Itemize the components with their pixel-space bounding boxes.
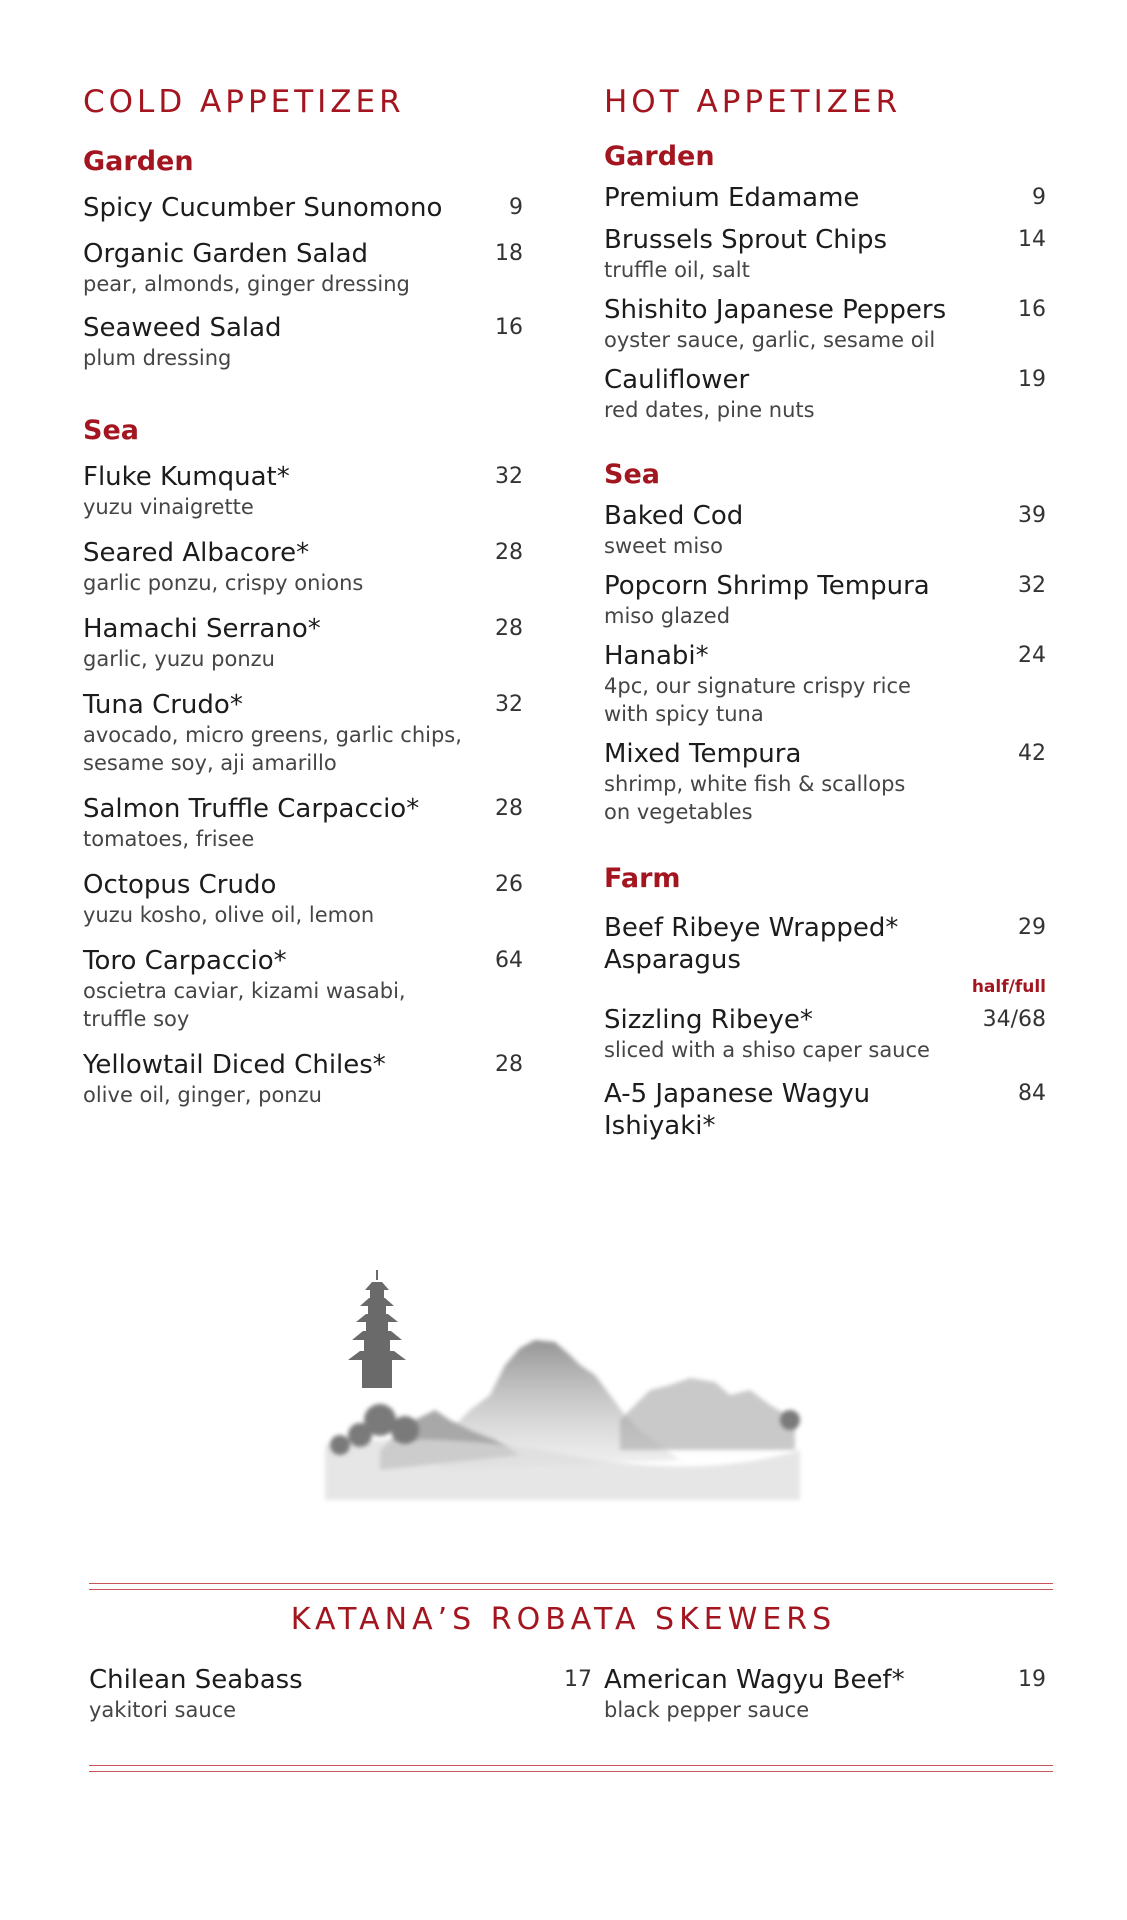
top-divider-2 bbox=[89, 1589, 1053, 1590]
menu-item: American Wagyu Beef* black pepper sauce 19 bbox=[604, 1665, 1046, 1722]
menu-item: Octopus Crudo yuzu kosho, olive oil, lemon 26 bbox=[83, 870, 523, 927]
robata-title: KATANA’S ROBATA SKEWERS bbox=[290, 1602, 837, 1637]
menu-item: Mixed Tempura shrimp, white fish & scallops on vegetables 42 bbox=[604, 739, 1046, 824]
cold-appetizer-column bbox=[83, 82, 523, 1109]
cold-garden-heading: Garden bbox=[83, 146, 194, 177]
menu-item: Seaweed Salad plum dressing 16 bbox=[83, 313, 523, 370]
menu-item: Baked Cod sweet miso 39 bbox=[604, 501, 1046, 558]
hot-appetizer-title: HOT APPETIZER bbox=[604, 84, 902, 120]
menu-item: Premium Edamame 9 bbox=[604, 183, 1046, 213]
menu-item: Toro Carpaccio* oscietra caviar, kizami wasabi, truffle soy 64 bbox=[83, 946, 523, 1031]
hot-farm-heading: Farm bbox=[604, 863, 681, 894]
bottom-divider-2 bbox=[89, 1771, 1053, 1772]
hot-garden-heading: Garden bbox=[604, 141, 715, 172]
menu-item: Chilean Seabass yakitori sauce 17 bbox=[89, 1665, 592, 1722]
pagoda-mountain-landscape-icon bbox=[320, 1270, 810, 1510]
menu-item: Popcorn Shrimp Tempura miso glazed 32 bbox=[604, 571, 1046, 628]
menu-item: Spicy Cucumber Sunomono 9 bbox=[83, 193, 523, 223]
cold-appetizer-title: COLD APPETIZER bbox=[83, 84, 405, 120]
menu-item: Fluke Kumquat* yuzu vinaigrette 32 bbox=[83, 462, 523, 519]
hot-appetizer-column bbox=[604, 82, 1046, 1142]
menu-item: half/full Sizzling Ribeye* sliced with a shiso caper sauce 34/68 bbox=[604, 977, 1046, 1062]
half-full-label: half/full bbox=[971, 977, 1046, 997]
menu-item: Brussels Sprout Chips truffle oil, salt 14 bbox=[604, 225, 1046, 282]
menu-item: Shishito Japanese Peppers oyster sauce, garlic, sesame oil 16 bbox=[604, 295, 1046, 352]
menu-item: Organic Garden Salad pear, almonds, ginger dressing 18 bbox=[83, 239, 523, 296]
menu-item: Cauliflower red dates, pine nuts 19 bbox=[604, 365, 1046, 422]
menu-item: Hamachi Serrano* garlic, yuzu ponzu 28 bbox=[83, 614, 523, 671]
menu-item: Hanabi* 4pc, our signature crispy rice with spicy tuna 24 bbox=[604, 641, 1046, 726]
menu-item: Tuna Crudo* avocado, micro greens, garlic chips, sesame soy, aji amarillo 32 bbox=[83, 690, 523, 775]
top-divider-1 bbox=[89, 1583, 1053, 1584]
cold-sea-heading: Sea bbox=[83, 415, 139, 446]
menu-item: Seared Albacore* garlic ponzu, crispy onions 28 bbox=[83, 538, 523, 595]
hot-sea-heading: Sea bbox=[604, 459, 660, 490]
bottom-divider-1 bbox=[89, 1765, 1053, 1766]
menu-item: Beef Ribeye Wrapped* Asparagus 29 bbox=[604, 913, 1046, 975]
menu-item: A-5 Japanese Wagyu Ishiyaki* 84 bbox=[604, 1079, 1046, 1141]
menu-item: Yellowtail Diced Chiles* olive oil, ginger, ponzu 28 bbox=[83, 1050, 523, 1107]
menu-item: Salmon Truffle Carpaccio* tomatoes, frisee 28 bbox=[83, 794, 523, 851]
